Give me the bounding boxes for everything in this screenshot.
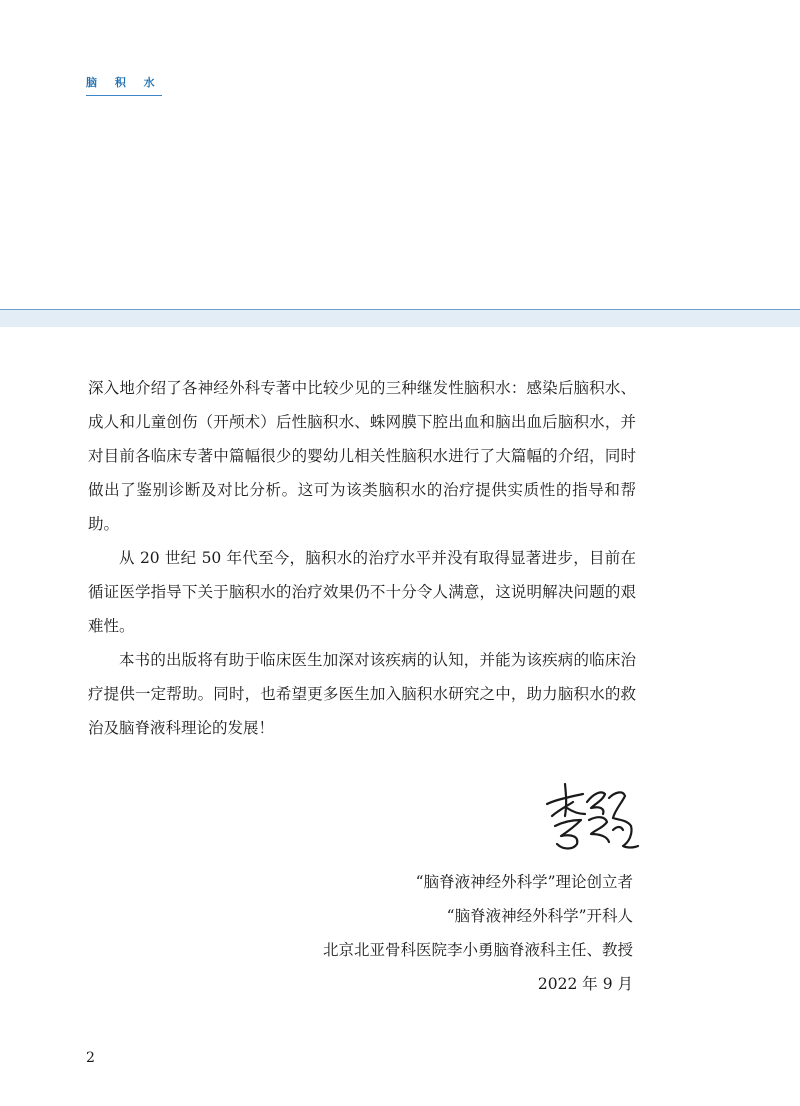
paragraph-2: 从 20 世纪 50 年代至今，脑积水的治疗水平并没有取得显著进步，目前在循证医学指导下关于脑积水的治疗效果仍不十分令人满意，这说明解决问题的艰难性。	[88, 549, 636, 635]
author-title-pioneer: “脑脊液神经外科学”开科人	[446, 907, 633, 925]
author-affiliation: 北京北亚骨科医院李小勇脑脊液科主任、教授	[322, 941, 633, 959]
running-head-title: 脑 积 水	[86, 74, 162, 96]
handwritten-signature	[543, 780, 641, 852]
paragraph-1: 深入地介绍了各神经外科专著中比较少见的三种继发性脑积水：感染后脑积水、成人和儿童创伤（开颅术）后性脑积水、蛛网膜下腔出血和脑出血后脑积水，并对目前各临床专著中篇幅很少的婴幼儿相关性脑积水进行了大篇幅的介绍，同时做出了鉴别诊断及对比分析。这可为该类脑积水的治疗提供实质性的指导和帮助。	[88, 379, 636, 533]
paragraph-3: 本书的出版将有助于临床医生加深对该疾病的认知，并能为该疾病的临床治疗提供一定帮助。同时，也希望更多医生加入脑积水研究之中，助力脑积水的救治及脑脊液科理论的发展！	[88, 651, 636, 737]
preface-body	[88, 371, 636, 745]
signature-date: 2022 年 9 月	[537, 975, 633, 993]
signature-block	[323, 865, 633, 1001]
author-title-founder: “脑脊液神经外科学”理论创立者	[415, 873, 633, 891]
page-number: 2	[86, 1050, 95, 1066]
header-band-divider	[0, 309, 800, 327]
